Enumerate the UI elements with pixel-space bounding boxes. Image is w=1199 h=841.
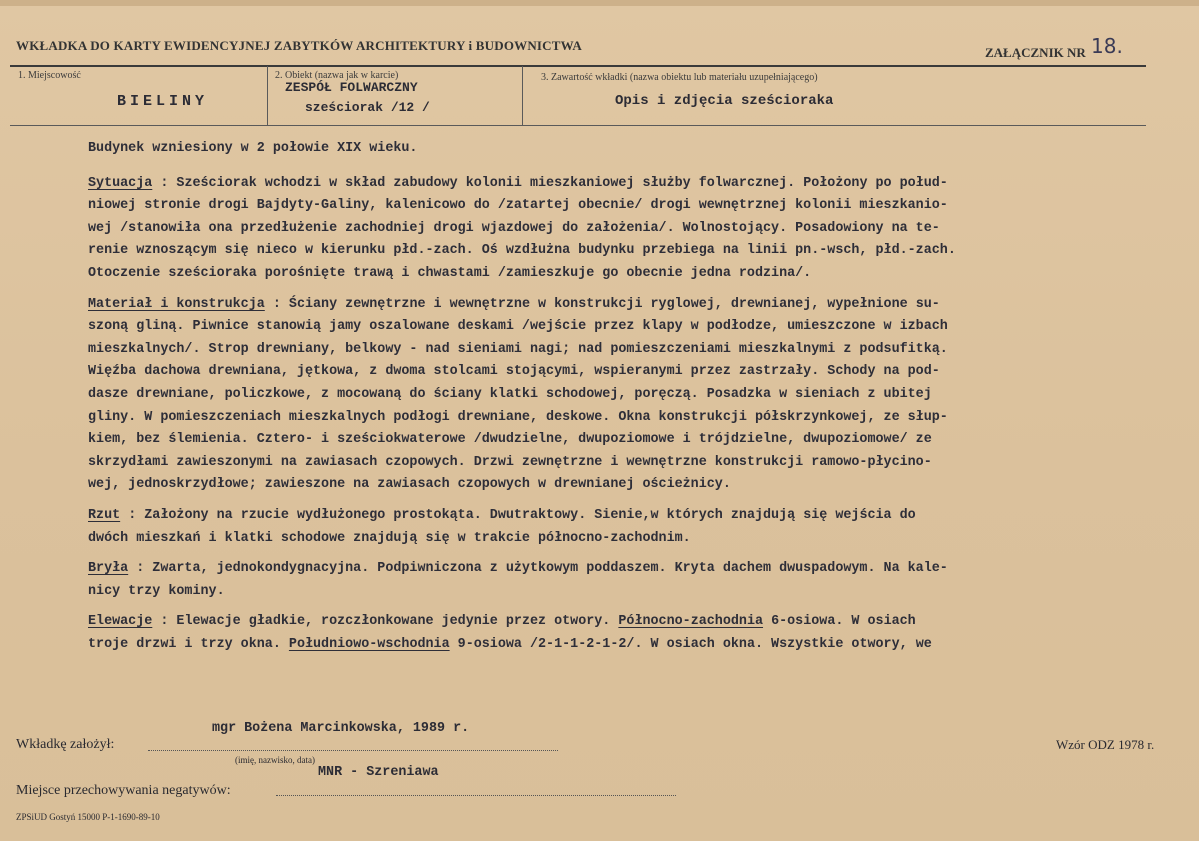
author-value: mgr Bożena Marcinkowska, 1989 r. xyxy=(212,721,470,736)
printer-imprint: ZPSiUD Gostyń 15000 P-1-1690-89-10 xyxy=(16,812,160,822)
form-title: WKŁADKA DO KARTY EWIDENCYJNEJ ZABYTKÓW ARCHITEKTURY i BUDOWNICTWA xyxy=(16,38,582,53)
heading-elewacje: Elewacje xyxy=(88,614,153,630)
section-rzut xyxy=(88,505,1178,550)
field-3-value: Opis i zdjęcia sześcioraka xyxy=(615,93,834,109)
attachment-number xyxy=(985,34,1123,62)
section-material xyxy=(88,294,1178,497)
attachment-label: ZAŁĄCZNIK NR xyxy=(985,45,1086,60)
field-2-value-line1: ZESPÓŁ FOLWARCZNY xyxy=(285,80,418,95)
sytuacja-line-4: Otoczenie sześcioraka porośnięte trawą i chwastami /zamieszkuje go obecnie jedna rodzina/. xyxy=(88,265,812,281)
bryla-line-1: nicy trzy kominy. xyxy=(88,583,225,599)
description-body xyxy=(88,138,1178,664)
elewacje-line1-b: 6-osiowa. W osiach xyxy=(763,614,916,630)
author-dotted-line xyxy=(148,750,558,751)
negatives-label: Miejsce przechowywania negatywów: xyxy=(16,783,231,798)
field-divider-1 xyxy=(267,66,268,125)
material-line-1: szoną gliną. Piwnice stanowią jamy oszalowane deskami /wejście przez klapy w podłodze, umieszczone w izbach xyxy=(88,319,948,335)
material-line-4: dasze drewniane, policzkowe, z mocowaną do ściany klatki schodowej, poręczą. Posadzka w sieniach z ubitej xyxy=(88,386,932,402)
negatives-dotted-line xyxy=(276,795,676,796)
sytuacja-line-0: : Sześciorak wchodzi w skład zabudowy kolonii mieszkaniowej służby folwarcznej. Położony po połud- xyxy=(152,175,948,191)
sytuacja-line-2: wej /stanowiła ona przedłużenie zachodniej drogi wjazdowej do założenia/. Wolnostojący. Posadowiony na te- xyxy=(88,220,940,236)
field-1-label: 1. Miejscowość xyxy=(18,70,81,81)
field-1-value: BIELINY xyxy=(117,93,209,110)
form-code: Wzór ODZ 1978 r. xyxy=(1056,737,1155,752)
sytuacja-line-3: renie wznoszącym się nieco w kierunku płd.-zach. Oś wzdłużna budynku przebiega na linii pn.-wsch, płd.-zach. xyxy=(88,243,956,259)
fields-bottom-rule xyxy=(10,125,1146,126)
header-rule xyxy=(10,65,1146,67)
material-line-5: gliny. W pomieszczeniach mieszkalnych podłogi drewniane, deskowe. Okna konstrukcji półskrzynkowej, ze słup- xyxy=(88,409,948,425)
rzut-line-1: dwóch mieszkań i klatki schodowe znajdują się w trakcie północno-zachodnim. xyxy=(88,530,691,546)
author-hint: (imię, nazwisko, data) xyxy=(235,755,315,765)
field-3-label: 3. Zawartość wkładki (nazwa obiektu lub materiału uzupełniającego) xyxy=(541,72,818,83)
material-line-6: kiem, bez ślemienia. Cztero- i sześciokwaterowe /dwudzielne, dwupoziomowe i trójdzielne, dwupoziomowe/ ze xyxy=(88,432,932,448)
material-line-8: wej, jednoskrzydłowe; zawieszone na zawiasach czopowych w drewnianej ościeżnicy. xyxy=(88,477,731,493)
heading-sytuacja: Sytuacja xyxy=(88,175,153,191)
negatives-place-value: MNR - Szreniawa xyxy=(318,765,439,780)
elewacje-nw-facade: Północno-zachodnia xyxy=(618,614,764,630)
field-2-value-line2: sześciorak /12 / xyxy=(305,100,430,115)
author-label: Wkładkę założył: xyxy=(16,737,115,752)
sytuacja-line-1: niowej stronie drogi Bajdyty-Galiny, kalenicowo do /zatartej obecnie/ drogi wewnętrznej kolonii mieszkanio- xyxy=(88,198,948,214)
attachment-number-handwritten: 18. xyxy=(1091,34,1123,58)
elewacje-line2-a: troje drzwi i trzy okna. xyxy=(88,636,289,652)
material-line-3: Więźba dachowa drewniana, jętkowa, z dwoma stolcami stojącymi, wspieranymi przez zastrzały. Schody na pod- xyxy=(88,364,940,380)
material-line-0: : Ściany zewnętrzne i wewnętrzne w konstrukcji ryglowej, drewnianej, wypełnione su- xyxy=(264,296,940,312)
field-divider-2 xyxy=(522,66,523,125)
heading-bryla: Bryła xyxy=(88,561,129,577)
card-top-edge xyxy=(0,0,1199,6)
bryla-line-0: : Zwarta, jednokondygnacyjna. Podpiwniczona z użytkowym poddaszem. Kryta dachem dwuspadowym. Na kale- xyxy=(128,561,948,577)
material-line-2: mieszkalnych/. Strop drewniany, belkowy - nad sieniami nagi; nad pomieszczeniami mieszkalnymi z podsufitką. xyxy=(88,341,948,357)
section-sytuacja xyxy=(88,173,1178,286)
heading-rzut: Rzut xyxy=(88,507,121,523)
heading-material: Materiał i konstrukcja xyxy=(88,296,265,312)
elewacje-se-facade: Południowo-wschodnia xyxy=(288,636,450,652)
elewacje-line1-a: : Elewacje gładkie, rozczłonkowane jedynie przez otwory. xyxy=(152,614,619,630)
field-2-label: 2. Obiekt (nazwa jak w karcie) xyxy=(275,70,399,81)
section-elewacje xyxy=(88,611,1178,656)
elewacje-line2-b: 9-osiowa /2-1-1-2-1-2/. W osiach okna. Wszystkie otwory, we xyxy=(449,636,932,652)
section-bryla xyxy=(88,558,1178,603)
material-line-7: skrzydłami zawieszonymi na zawiasach czopowych. Drzwi zewnętrzne i wewnętrzne konstrukcji ramowo-płycino- xyxy=(88,454,932,470)
rzut-line-0: : Założony na rzucie wydłużonego prostokąta. Dwutraktowy. Sienie,w których znajdują się wejścia do xyxy=(120,507,916,523)
intro-paragraph: Budynek wzniesiony w 2 połowie XIX wieku. xyxy=(88,141,418,156)
